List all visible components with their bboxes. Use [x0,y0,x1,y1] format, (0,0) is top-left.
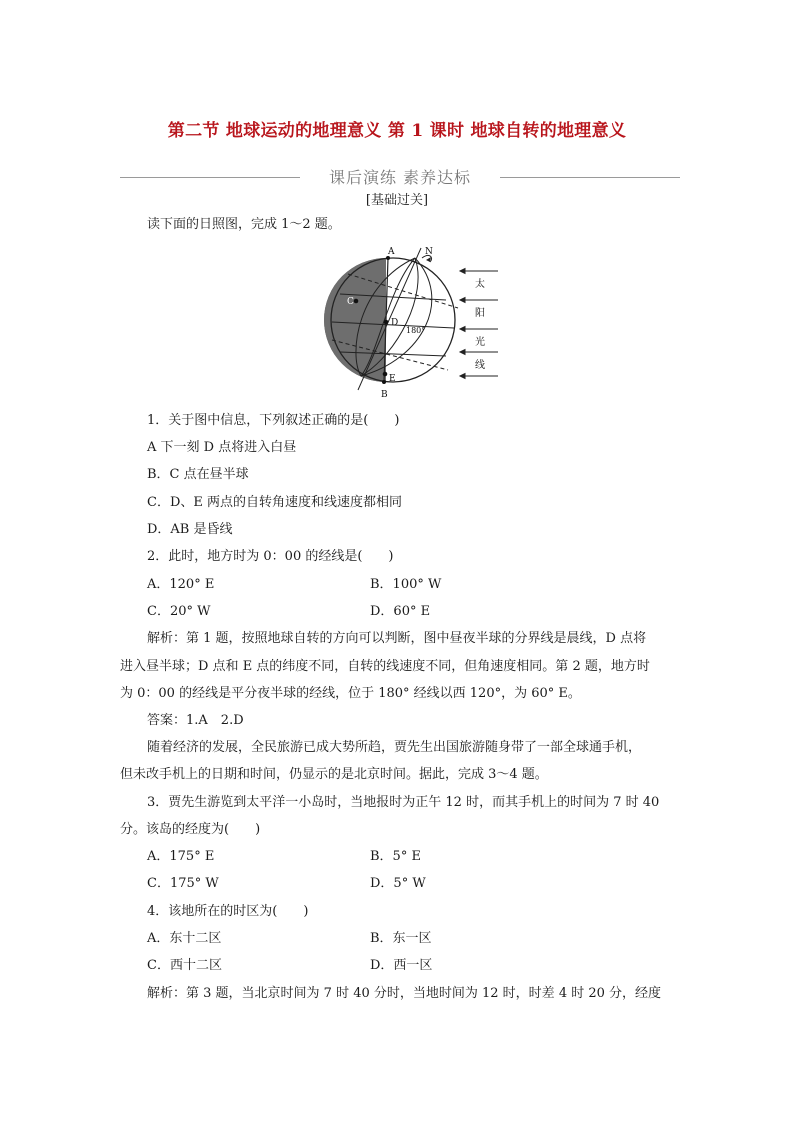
q4-option-a: A．东十二区 [147,931,222,946]
q3-stem-line-1: 3．贾先生游览到太平洋一小岛时，当地报时为正午 12 时，而其手机上的时间为 7 时 40 [147,795,660,810]
q3-option-c: C．175° W [147,876,219,891]
q2-stem: 2．此时，地方时为 0：00 的经线是( ) [147,549,394,564]
sun-char-3: 光 [475,337,485,348]
label-180-deg: 180° [406,326,426,335]
q4-stem: 4．该地所在的时区为( ) [147,904,309,919]
section-subhead: [基础过关] [365,193,429,208]
label-d: D [391,318,399,328]
label-b: B [381,390,388,400]
point-b [382,380,386,384]
label-c: C [347,297,354,307]
sun-char-1: 太 [475,279,485,290]
label-s: S [352,384,359,394]
analysis-1-line-2: 进入昼半球；D 点和 E 点的纬度不同，自转的线速度不同，但角速度相同。第 2 题，地方时 [120,659,650,674]
section-banner [120,165,680,189]
label-e: E [389,374,396,384]
q2-option-b: B．100° W [370,577,442,592]
q3-stem-line-2: 分。该岛的经度为( ) [120,822,261,837]
analysis-2-line-1: 解析：第 3 题，当北京时间为 7 时 40 分时，当地时间为 12 时，时差 4 时 20 分，经度 [147,986,662,1001]
page-title: 第二节 地球运动的地理意义 第 1 课时 地球自转的地理意义 [167,121,627,141]
q2-option-a: A．120° E [147,577,215,592]
q4-option-c: C．西十二区 [147,958,222,973]
sun-char-2: 阳 [475,308,485,319]
intro-text-2-line-2: 但未改手机上的日期和时间，仍显示的是北京时间。据此，完成 3～4 题。 [120,767,548,782]
q4-option-d: D．西一区 [370,958,433,973]
q3-option-b: B．5° E [370,849,421,864]
label-a: A [388,247,395,257]
q3-option-a: A．175° E [147,849,215,864]
q3-option-d: D．5° W [370,876,426,891]
q1-stem: 1．关于图中信息，下列叙述正确的是( ) [147,413,400,428]
q1-option-b: B．C 点在昼半球 [147,467,249,482]
q2-option-d: D．60° E [370,604,431,619]
analysis-1-line-3: 为 0：00 的经线是平分夜半球的经线，位于 180° 经线以西 120°，为 60° E。 [120,686,581,701]
q1-option-c: C．D、E 两点的自转角速度和线速度都相同 [147,495,402,510]
sun-char-4: 线 [475,360,485,371]
intro-text-2-line-1: 随着经济的发展，全民旅游已成大势所趋，贾先生出国旅游随身带了一部全球通手机， [147,740,642,755]
q2-option-c: C．20° W [147,604,211,619]
sunlight-diagram [318,244,503,404]
q1-option-a: A 下一刻 D 点将进入白昼 [147,440,297,455]
banner-text: 课后演练 素养达标 [328,168,472,187]
analysis-1-line-1: 解析：第 1 题，按照地球自转的方向可以判断，图中昼夜半球的分界线是晨线，D 点将 [147,631,647,646]
q4-option-b: B．东一区 [370,931,432,946]
point-d [384,320,389,325]
intro-text-1: 读下面的日照图，完成 1～2 题。 [147,217,341,232]
point-e [383,372,388,377]
answer-1: 答案：1.A 2.D [147,713,244,728]
banner-divider-right [500,177,680,178]
sunlight-diagram-svg [318,244,503,404]
point-c [354,299,359,304]
q1-option-d: D．AB 是昏线 [147,522,233,537]
label-n: N [425,247,433,257]
